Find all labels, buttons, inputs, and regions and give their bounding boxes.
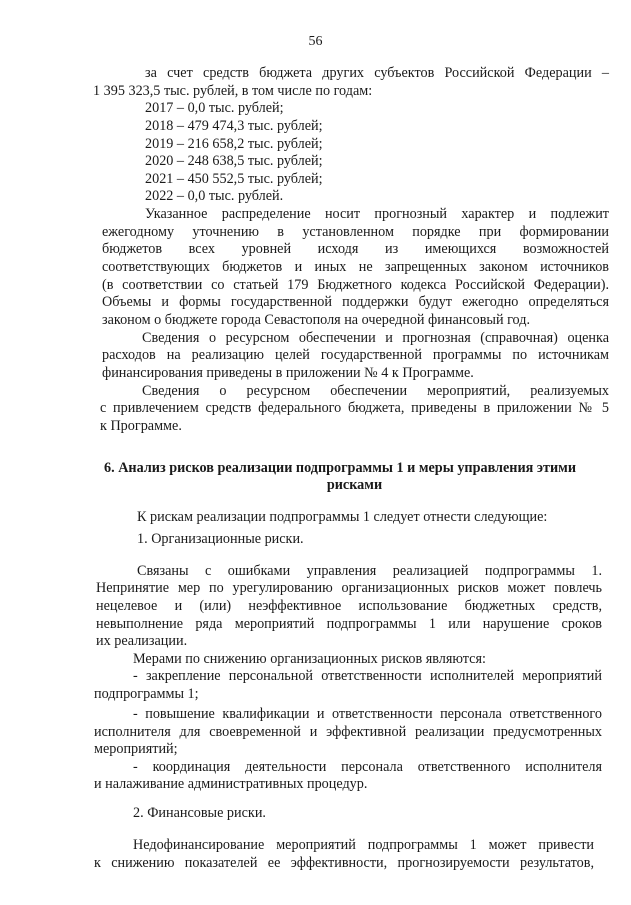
- list-item: мероприятий;: [94, 741, 178, 757]
- paragraph-line: Объемы и формы государственной поддержки будут ежегодно определяться: [102, 294, 609, 310]
- list-item: исполнителя для своевременной и эффективной реализации предусмотренных: [94, 724, 602, 740]
- paragraph-line: к снижению показателей ее эффективности, прогнозируемости результатов,: [94, 855, 594, 871]
- list-item: 2018 – 479 474,3 тыс. рублей;: [145, 118, 323, 134]
- section-heading: 6. Анализ рисков реализации подпрограммы 1 и меры управления этими: [104, 460, 576, 476]
- paragraph-line: К рискам реализации подпрограммы 1 следует отнести следующие:: [137, 509, 548, 525]
- list-item: - закрепление персональной ответственности исполнителей мероприятий: [133, 668, 602, 684]
- paragraph-line: финансирования приведены в приложении № 4 к Программе.: [102, 365, 474, 381]
- list-item: - координация деятельности персонала ответственного исполнителя: [133, 759, 602, 775]
- list-item: 2019 – 216 658,2 тыс. рублей;: [145, 136, 323, 152]
- paragraph-line: Указанное распределение носит прогнозный характер и подлежит: [145, 206, 609, 222]
- paragraph-line: к Программе.: [100, 418, 182, 434]
- paragraph-line: Непринятие мер по урегулированию организационных рисков может повлечь: [96, 580, 602, 596]
- list-item: подпрограммы 1;: [94, 686, 199, 702]
- paragraph-line: Недофинансирование мероприятий подпрограммы 1 может привести: [133, 837, 594, 853]
- paragraph-line: 1 395 323,5 тыс. рублей, в том числе по годам:: [93, 83, 373, 99]
- paragraph-line: (в соответствии со статьей 179 Бюджетного кодекса Российской Федерации).: [102, 277, 609, 293]
- paragraph-line: ежегодному уточнению в установленном порядке при формировании: [102, 224, 609, 240]
- paragraph-line: соответствующих бюджетов и иных не запрещенных законом источников: [102, 259, 609, 275]
- section-heading: рисками: [326, 477, 383, 493]
- paragraph-line: с привлечением средств федерального бюджета, приведены в приложении № 5: [100, 400, 609, 416]
- list-item: и налаживание административных процедур.: [94, 776, 368, 792]
- paragraph-line: Связаны с ошибками управления реализацией подпрограммы 1.: [137, 563, 602, 579]
- paragraph-line: Мерами по снижению организационных рисков являются:: [133, 651, 486, 667]
- paragraph-line: бюджетов всех уровней исходя из имеющихся возможностей: [102, 241, 609, 257]
- paragraph-line: расходов на реализацию целей государственной программы по источникам: [102, 347, 609, 363]
- list-item: 2020 – 248 638,5 тыс. рублей;: [145, 153, 323, 169]
- list-item: 2022 – 0,0 тыс. рублей.: [145, 188, 284, 204]
- page-number: 56: [308, 34, 323, 49]
- paragraph-line: их реализации.: [96, 633, 188, 649]
- list-item: 2017 – 0,0 тыс. рублей;: [145, 100, 284, 116]
- list-item: - повышение квалификации и ответственности персонала ответственного: [133, 706, 602, 722]
- paragraph-line: нецелевое и (или) неэффективное использование бюджетных средств,: [96, 598, 602, 614]
- subsection-heading: 1. Организационные риски.: [137, 531, 304, 547]
- list-item: 2021 – 450 552,5 тыс. рублей;: [145, 171, 323, 187]
- paragraph-line: невыполнение ряда мероприятий подпрограммы 1 или нарушение сроков: [96, 616, 602, 632]
- paragraph-line: Сведения о ресурсном обеспечении мероприятий, реализуемых: [142, 383, 609, 399]
- paragraph-line: за счет средств бюджета других субъектов Российской Федерации –: [145, 65, 609, 81]
- paragraph-line: Сведения о ресурсном обеспечении и прогнозная (справочная) оценка: [142, 330, 609, 346]
- paragraph-line: законом о бюджете города Севастополя на очередной финансовый год.: [102, 312, 531, 328]
- subsection-heading: 2. Финансовые риски.: [133, 805, 266, 821]
